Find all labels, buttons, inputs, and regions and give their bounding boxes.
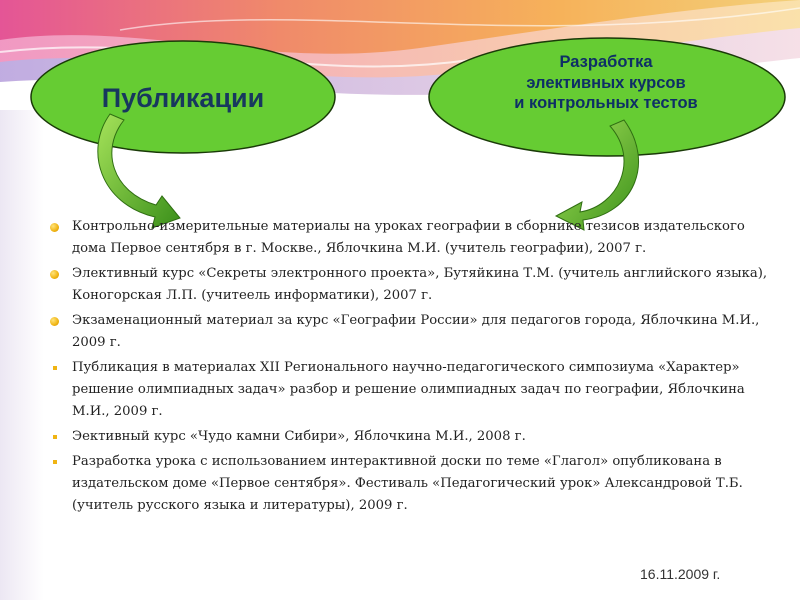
square-bullet-icon [48,451,66,473]
list-item-text: Экзаменационный материал за курс «Географии России» для педагогов города, Яблочкина М.И., 2009 г. [72,313,760,350]
slide-date: 16.11.2009 г. [640,566,721,582]
list-item-text: Эективный курс «Чудо камни Сибири», Яблочкина М.И., 2008 г. [72,429,526,444]
square-bullet-icon [48,357,66,379]
list-item [48,357,768,423]
round-bullet-icon [48,263,66,285]
list-item [48,310,768,354]
list-item-text: Разработка урока с использованием интерактивной доски по теме «Глагол» опубликована в издательском доме «Первое сентября». Фестиваль «Педагогический урок» Александровой Т.Б. (учитель русского языка и литературы), 2009 г. [72,454,743,513]
list-item [48,426,768,448]
publications-list [48,216,768,520]
list-item-text: Элективный курс «Секреты электронного проекта», Бутяйкина Т.М. (учитель английского языка), Коногорская Л.П. (учитеель информатики), 2007 г. [72,266,768,303]
square-bullet-icon [48,426,66,448]
development-title-line-3: и контрольных тестов [514,94,698,112]
development-title-line-2: элективных курсов [526,73,686,92]
development-title-line-1: Разработка [559,53,653,71]
list-item [48,263,768,307]
round-bullet-icon [48,216,66,238]
list-item [48,216,768,260]
list-item [48,451,768,517]
list-item-text: Контрольно-измерительные материалы на уроках географии в сборнике тезисов издательского дома Первое сентября в г. Москве., Яблочкина М.И. (учитель географии), 2007 г. [72,219,745,256]
list-item-text: Публикация в материалах XII Регионального научно-педагогического симпозиума «Характер» решение олимпиадных задач» разбор и решение олимпиадных задач по географии, Яблочкина М.И., 2009 г. [72,360,745,419]
development-title [452,52,760,114]
publications-title: Публикации [101,83,265,113]
round-bullet-icon [48,310,66,332]
